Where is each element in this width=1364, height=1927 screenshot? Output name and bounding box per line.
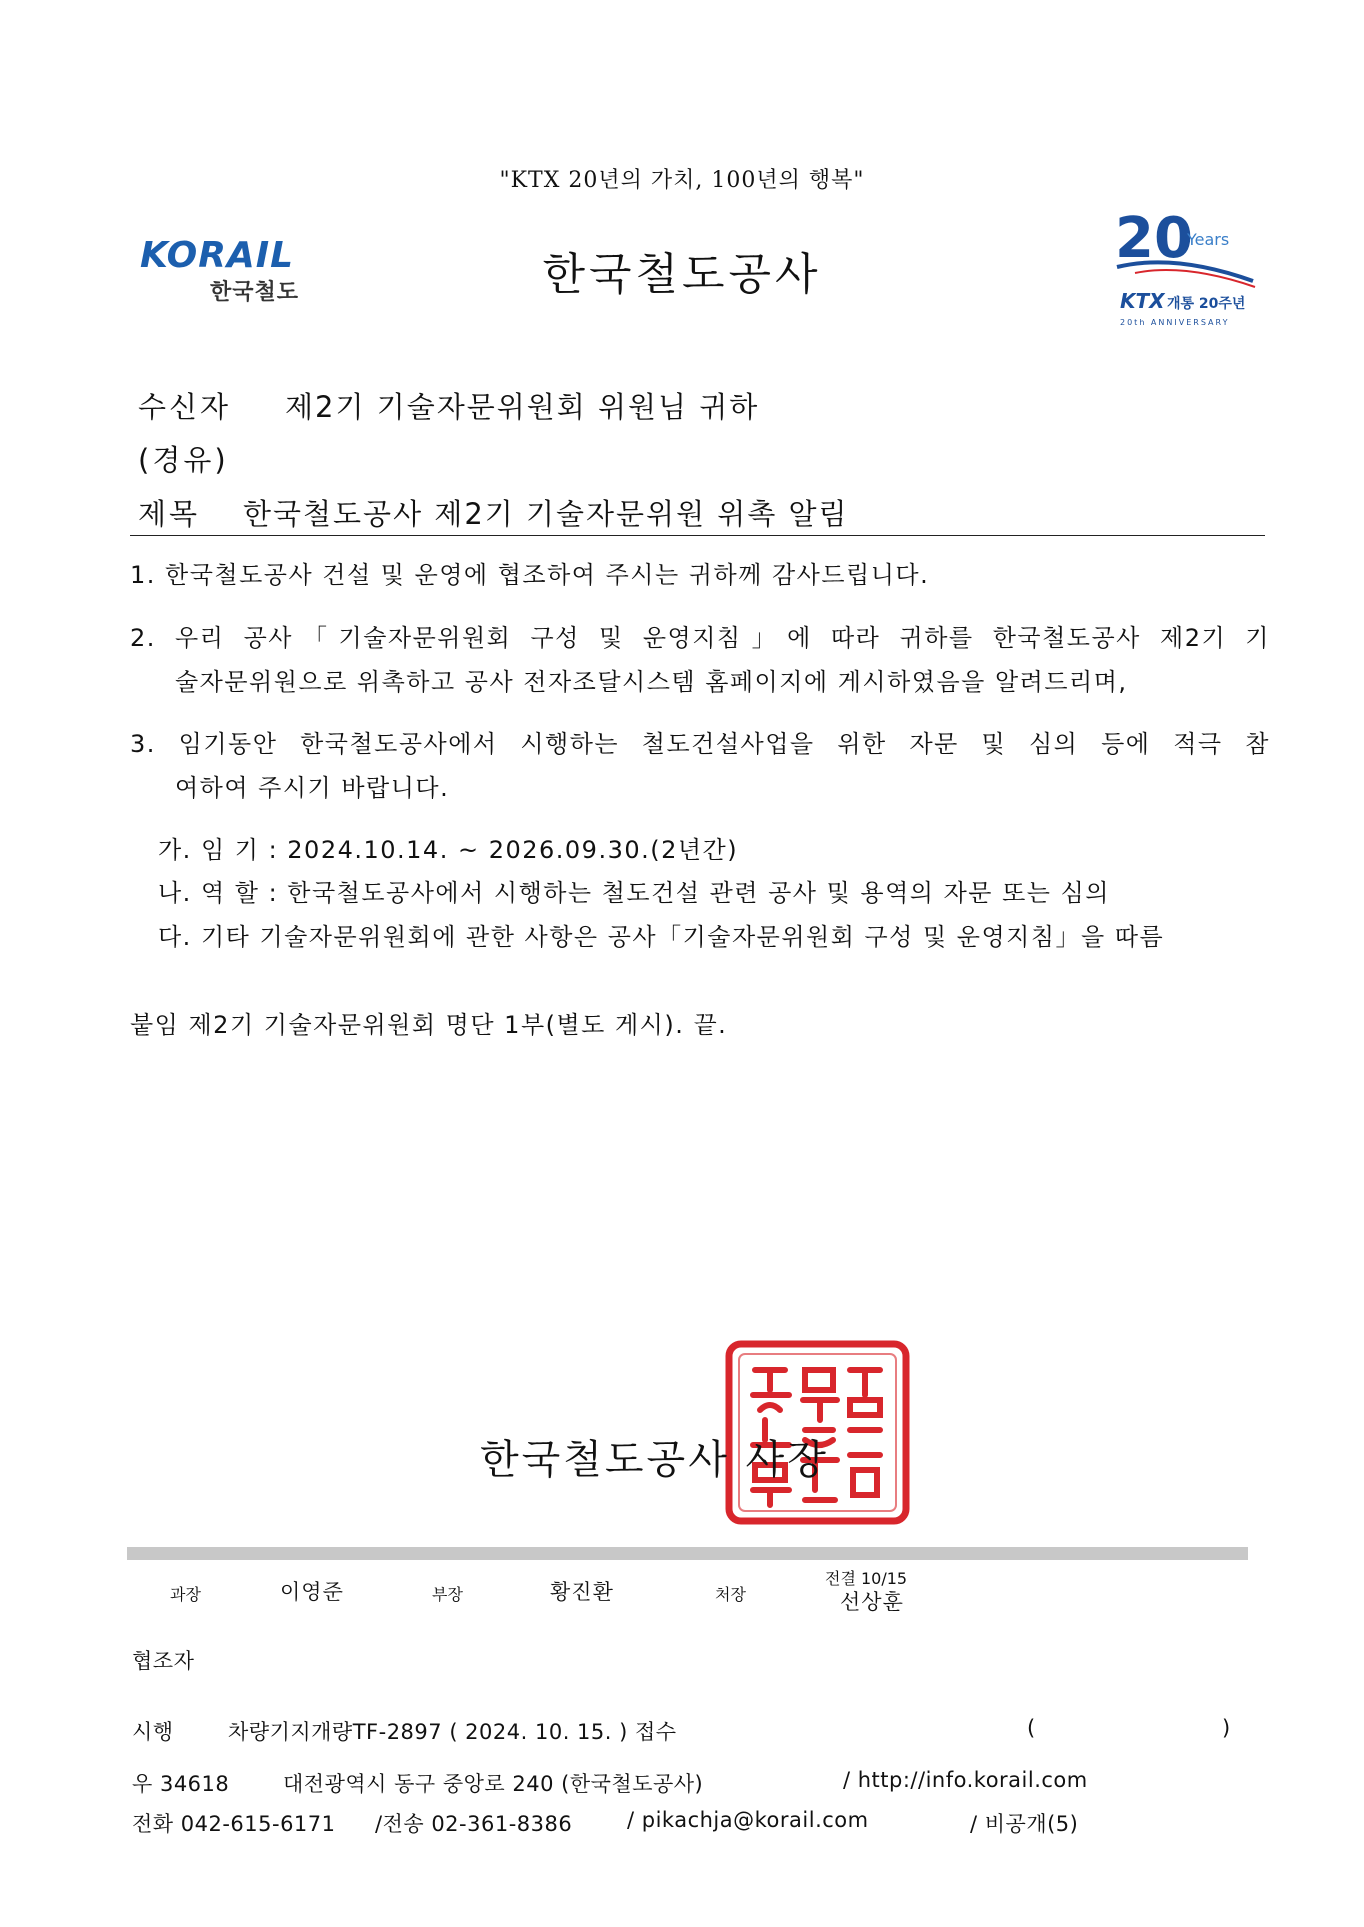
anniversary-number: 20 bbox=[1115, 206, 1193, 271]
approval-role-2: 부장 bbox=[432, 1585, 463, 1604]
organization-title: 한국철도공사 bbox=[542, 249, 822, 300]
receipt-open: ( bbox=[1027, 1716, 1036, 1740]
disclosure-status: / 비공개(5) bbox=[970, 1812, 1079, 1836]
enforce-label: 시행 bbox=[132, 1720, 174, 1744]
cooperator-label: 협조자 bbox=[132, 1649, 195, 1673]
slogan: "KTX 20년의 가치, 100년의 행복" bbox=[499, 168, 865, 193]
korail-logo-sub: 한국철도 bbox=[210, 280, 300, 305]
paragraph-2-line-1: 2. 우리 공사「기술자문위원회 구성 및 운영지침」에 따라 귀하를 한국철도공사 제2기 기 bbox=[130, 624, 1270, 652]
recipient-value: 제2기 기술자문위원회 위원님 귀하 bbox=[285, 390, 760, 424]
anniversary-ktx: KTX bbox=[1120, 289, 1165, 313]
item-term: 가. 임 기 : 2024.10.14. ~ 2026.09.30.(2년간) bbox=[158, 836, 739, 864]
paragraph-1: 1. 한국철도공사 건설 및 운영에 협조하여 주시는 귀하께 감사드립니다. bbox=[130, 561, 930, 589]
paragraph-2-line-2: 술자문위원으로 위촉하고 공사 전자조달시스템 홈페이지에 게시하였음을 알려드리며, bbox=[175, 668, 1128, 696]
subject-label: 제목 bbox=[138, 497, 201, 531]
approval-name-2: 황진환 bbox=[550, 1580, 614, 1604]
paragraph-3-line-2: 여하여 주시기 바랍니다. bbox=[175, 774, 450, 802]
approval-name-1: 이영준 bbox=[280, 1580, 344, 1604]
fax: /전송 02-361-8386 bbox=[375, 1812, 573, 1836]
korail-logo-text: KORAIL bbox=[140, 235, 295, 276]
phone: 전화 042-615-6171 bbox=[132, 1812, 336, 1836]
anniversary-logo-graphic bbox=[1115, 205, 1265, 335]
enforce-value: 차량기지개량TF-2897 ( 2024. 10. 15. ) 접수 bbox=[228, 1720, 677, 1744]
paragraph-3-line-1: 3. 임기동안 한국철도공사에서 시행하는 철도건설사업을 위한 자문 및 심의 등에 적극 참 bbox=[130, 730, 1270, 758]
anniversary-years: Years bbox=[1187, 230, 1230, 249]
receipt-close: ) bbox=[1222, 1716, 1231, 1740]
item-other: 다. 기타 기술자문위원회에 관한 사항은 공사「기술자문위원회 구성 및 운영지침」을 따름 bbox=[158, 923, 1165, 951]
approval-note: 전결 10/15 bbox=[825, 1569, 908, 1588]
via-label: (경유) bbox=[138, 443, 229, 477]
approval-role-3: 처장 bbox=[715, 1585, 746, 1604]
recipient-label: 수신자 bbox=[138, 390, 232, 424]
subject-value: 한국철도공사 제2기 기술자문위원 위촉 알림 bbox=[243, 497, 849, 531]
anniversary-caption: 20th ANNIVERSARY bbox=[1120, 318, 1230, 327]
homepage-link[interactable]: / http://info.korail.com bbox=[843, 1768, 1088, 1792]
item-role: 나. 역 할 : 한국철도공사에서 시행하는 철도건설 관련 공사 및 용역의 자문 또는 심의 bbox=[158, 879, 1110, 907]
email-link[interactable]: / pikachja@korail.com bbox=[627, 1808, 869, 1832]
approval-role-1: 과장 bbox=[170, 1585, 201, 1604]
approval-name-3: 선상훈 bbox=[840, 1590, 904, 1614]
attachment-line: 붙임 제2기 기술자문위원회 명단 1부(별도 게시). 끝. bbox=[130, 1011, 728, 1039]
subject-divider bbox=[130, 535, 1265, 536]
ktx-20th-anniversary-logo bbox=[1115, 205, 1265, 335]
approval-divider bbox=[127, 1547, 1248, 1560]
address: 대전광역시 동구 중앙로 240 (한국철도공사) bbox=[283, 1772, 704, 1796]
sender-name: 한국철도공사 사장 bbox=[480, 1437, 829, 1483]
anniversary-label: 개통 20주년 bbox=[1167, 296, 1246, 312]
postal-code: 우 34618 bbox=[132, 1772, 230, 1796]
